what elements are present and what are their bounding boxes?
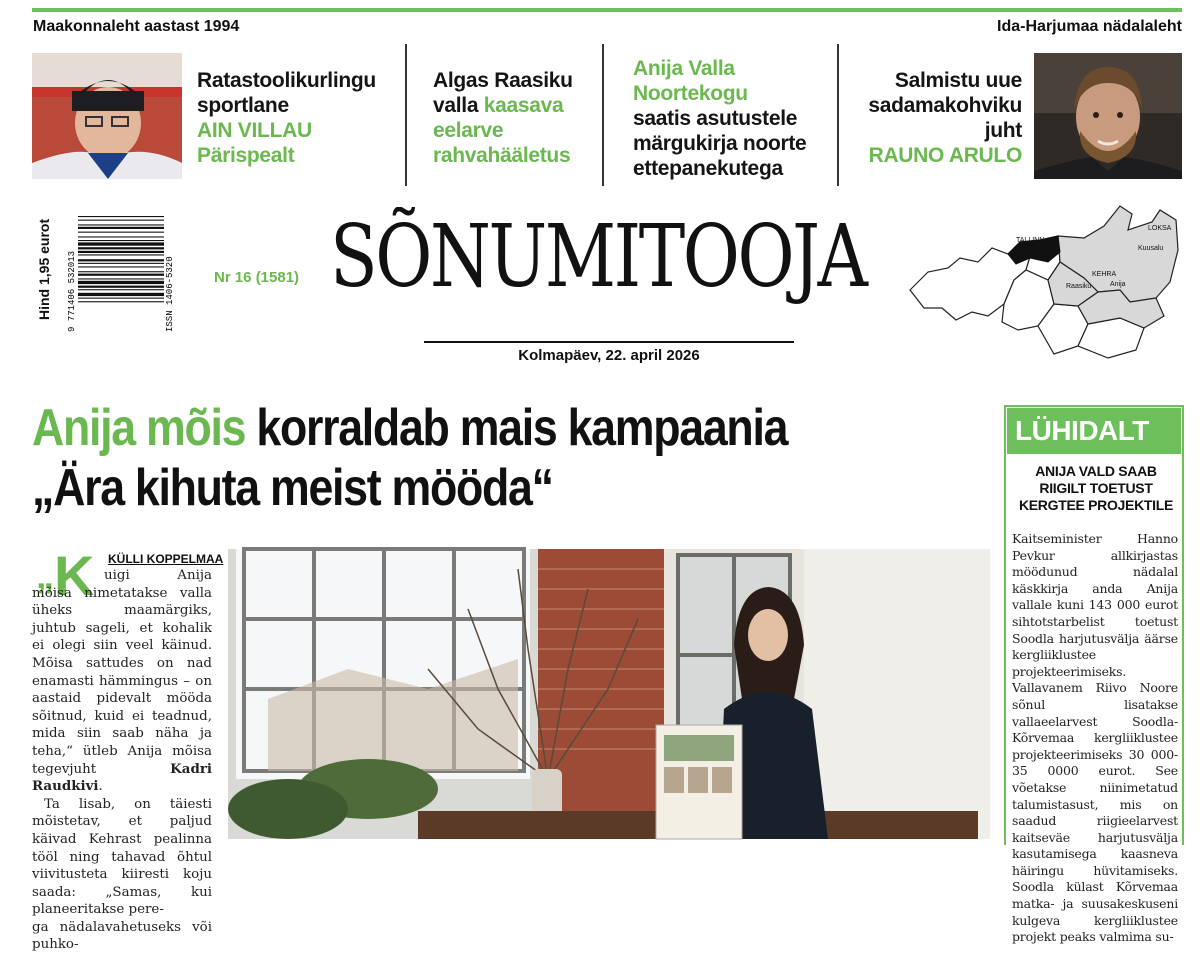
person-name: Kadri Raudkivi	[32, 760, 212, 795]
barcode-digits: 9 771406 532013	[67, 250, 77, 332]
barcode-bar	[78, 240, 164, 241]
teaser-divider	[405, 44, 407, 186]
barcode-bar	[78, 281, 164, 284]
teaser-photo-ain-villau[interactable]	[32, 53, 182, 179]
barcode	[62, 212, 174, 336]
barcode-bar	[78, 259, 164, 261]
article-body: uigi Anija mõisa nimetatakse valla üheks maamärgiks, juhtub sageli, et kohalik ei olegi siin veel käinud. Mõisa sattudes on nad enamasti hämmingus – on aastaid pidevalt mööda sõitnud, kuid ei teadnud, mida siin saab näha ja teha,“ ütleb Anija mõisa tegevjuht Kadri Raudkivi. Ta lisab, on täiesti mõistetav, et paljud käivad Kehrast pealinna tööl ning tahavad õhtul viivitusteta kiiresti koju saada: „Samas, kui planeeritakse pere- ga nädalavahetuseks või puhko-	[32, 568, 212, 953]
barcode-bar	[78, 236, 164, 237]
barcode-bar	[78, 251, 164, 253]
price-label: Hind 1,95 eurot	[36, 218, 52, 320]
barcode-bar	[78, 216, 164, 217]
kicker-left: Maakonnaleht aastast 1994	[33, 18, 240, 35]
teaser-4-text[interactable]	[862, 68, 1022, 168]
barcode-bar	[78, 220, 164, 221]
barcode-bar	[78, 301, 164, 302]
teaser-2-text[interactable]	[433, 68, 603, 168]
barcode-bar	[78, 298, 164, 299]
barcode-graphic	[62, 212, 174, 336]
barcode-bar	[78, 266, 164, 267]
kicker-right: Ida-Harjumaa nädalaleht	[997, 18, 1182, 35]
brief-body: Kaitseminister Hanno Pevkur allkirjastas möödunud nädalal käskkirja anda Anija vallale kuni 143 000 eurot sihtotstarbelist toetust Soodla harjutusvälja äärse kergliiklustee projekteerimiseks. Vallavanem Riivo Noore sõnul lisatakse vallaeelarvest Soodla-Kõrvemaa kergliiklustee projekteerimiseks 30 000-35 0000 eurot. See võetakse niinimetatud talumistasust, mis on saadud riigieelarvest kaitseväe harjutusvälja kasutamisega kaasneva häiringu hüvitamiseks. Soodla külast Kõrvemaa matka- ja suusakeskuseni kulgeva kergliiklustee projekt peaks valmima su-	[1012, 531, 1178, 945]
barcode-bar	[78, 242, 164, 245]
barcode-bar	[78, 224, 164, 225]
paragraph: ga nädalavahetuseks või puhko-	[32, 919, 212, 953]
brief-label: LÜHIDALT	[1007, 408, 1181, 454]
top-rule	[32, 8, 1182, 12]
headline-line-2: „Ära kihuta meist mööda“	[32, 459, 553, 517]
teaser-divider	[837, 44, 839, 186]
barcode-bar	[78, 289, 164, 290]
teaser-2-green: kaasava	[483, 94, 564, 117]
map-label-kehra: KEHRA	[1092, 271, 1117, 278]
barcode-bar	[78, 293, 164, 296]
byline: KÜLLI KOPPELMAA	[108, 552, 224, 566]
teaser-3-green: Noortekogu	[633, 82, 748, 105]
barcode-bar	[78, 254, 164, 255]
barcode-bar	[78, 274, 164, 276]
teaser-4-line: Salmistu uue	[894, 69, 1022, 92]
barcode-bar	[78, 286, 164, 288]
teaser-photo-rauno-arulo[interactable]	[1034, 53, 1182, 179]
paragraph: Ta lisab, on täiesti mõistetav, et paljud käivad Kehrast pealinna tööl ning tahavad õhtul viivitusteta kiiresti koju saada: „Samas, kui planeeritakse pere-	[32, 796, 212, 918]
teaser-3-line: saatis asutustele	[633, 107, 798, 130]
teaser-3-green: Anija Valla	[633, 57, 735, 80]
teaser-1-line: Ratastoolikurlingu	[197, 69, 376, 92]
paragraph: uigi Anija mõisa nimetatakse valla üheks maamärgiks, juhtub sageli, et kohalik ei olegi siin veel käinud. Mõisa sattudes on nad enamasti hämmingus – on aastaid pidevalt mööda sõitnud, kuid ei teadnud, mida siin saab näha ja teha,“ ütleb Anija mõisa tegevjuht	[32, 568, 212, 777]
issue-number: Nr 16 (1581)	[214, 269, 300, 286]
map-label-tallinn: TALLINN	[1016, 237, 1045, 244]
teaser-strip	[32, 44, 1182, 192]
teaser-divider	[602, 44, 604, 186]
barcode-bar	[78, 232, 164, 233]
teaser-1-name: Pärispealt	[197, 144, 295, 167]
teaser-3-text[interactable]	[633, 56, 843, 181]
headline-rest: korraldab mais kampaania	[245, 399, 788, 457]
map-label-anija: Anija	[1110, 281, 1126, 288]
brief-title[interactable]: ANIJA VALD SAAB RIIGILT TOETUST KERGTEE PROJEKTILE	[1018, 463, 1174, 513]
teaser-3-line: märgukirja noorte	[633, 132, 807, 155]
teaser-2-line: Algas Raasiku	[433, 69, 573, 92]
teaser-1-name: AIN VILLAU	[197, 119, 312, 142]
map-label-raasiku: Raasiku	[1066, 283, 1092, 290]
barcode-bar	[78, 271, 164, 272]
drop-cap: „K	[36, 544, 95, 607]
teaser-4-name: RAUNO ARULO	[868, 144, 1022, 167]
issn-label: ISSN 1406-5320	[165, 256, 175, 332]
teaser-2-green: eelarve	[433, 119, 504, 142]
teaser-3-line: ettepanekutega	[633, 157, 783, 180]
article-photo[interactable]	[228, 549, 990, 839]
teaser-4-line: juht	[984, 119, 1022, 142]
map-label-loksa: LOKSA	[1148, 225, 1172, 232]
issue-date: Kolmapäev, 22. april 2026	[518, 347, 700, 364]
barcode-bar	[78, 263, 164, 264]
teaser-1-text[interactable]	[197, 68, 397, 168]
logo-rule	[424, 341, 794, 343]
teaser-2-green: rahvahääletus	[433, 144, 571, 167]
barcode-bar	[78, 227, 164, 229]
teaser-2-line: valla	[433, 94, 484, 117]
region-map[interactable]	[908, 200, 1184, 358]
article-headline[interactable]	[32, 398, 858, 518]
barcode-bar	[78, 247, 164, 249]
headline-green-part: Anija mõis	[32, 399, 246, 457]
barcode-bar	[78, 278, 164, 279]
teaser-4-line: sadamakohviku	[868, 94, 1022, 117]
teaser-1-line: sportlane	[197, 94, 289, 117]
map-label-kuusalu: Kuusalu	[1138, 245, 1164, 252]
newspaper-logo[interactable]: SÕNUMITOOJA	[330, 207, 866, 307]
